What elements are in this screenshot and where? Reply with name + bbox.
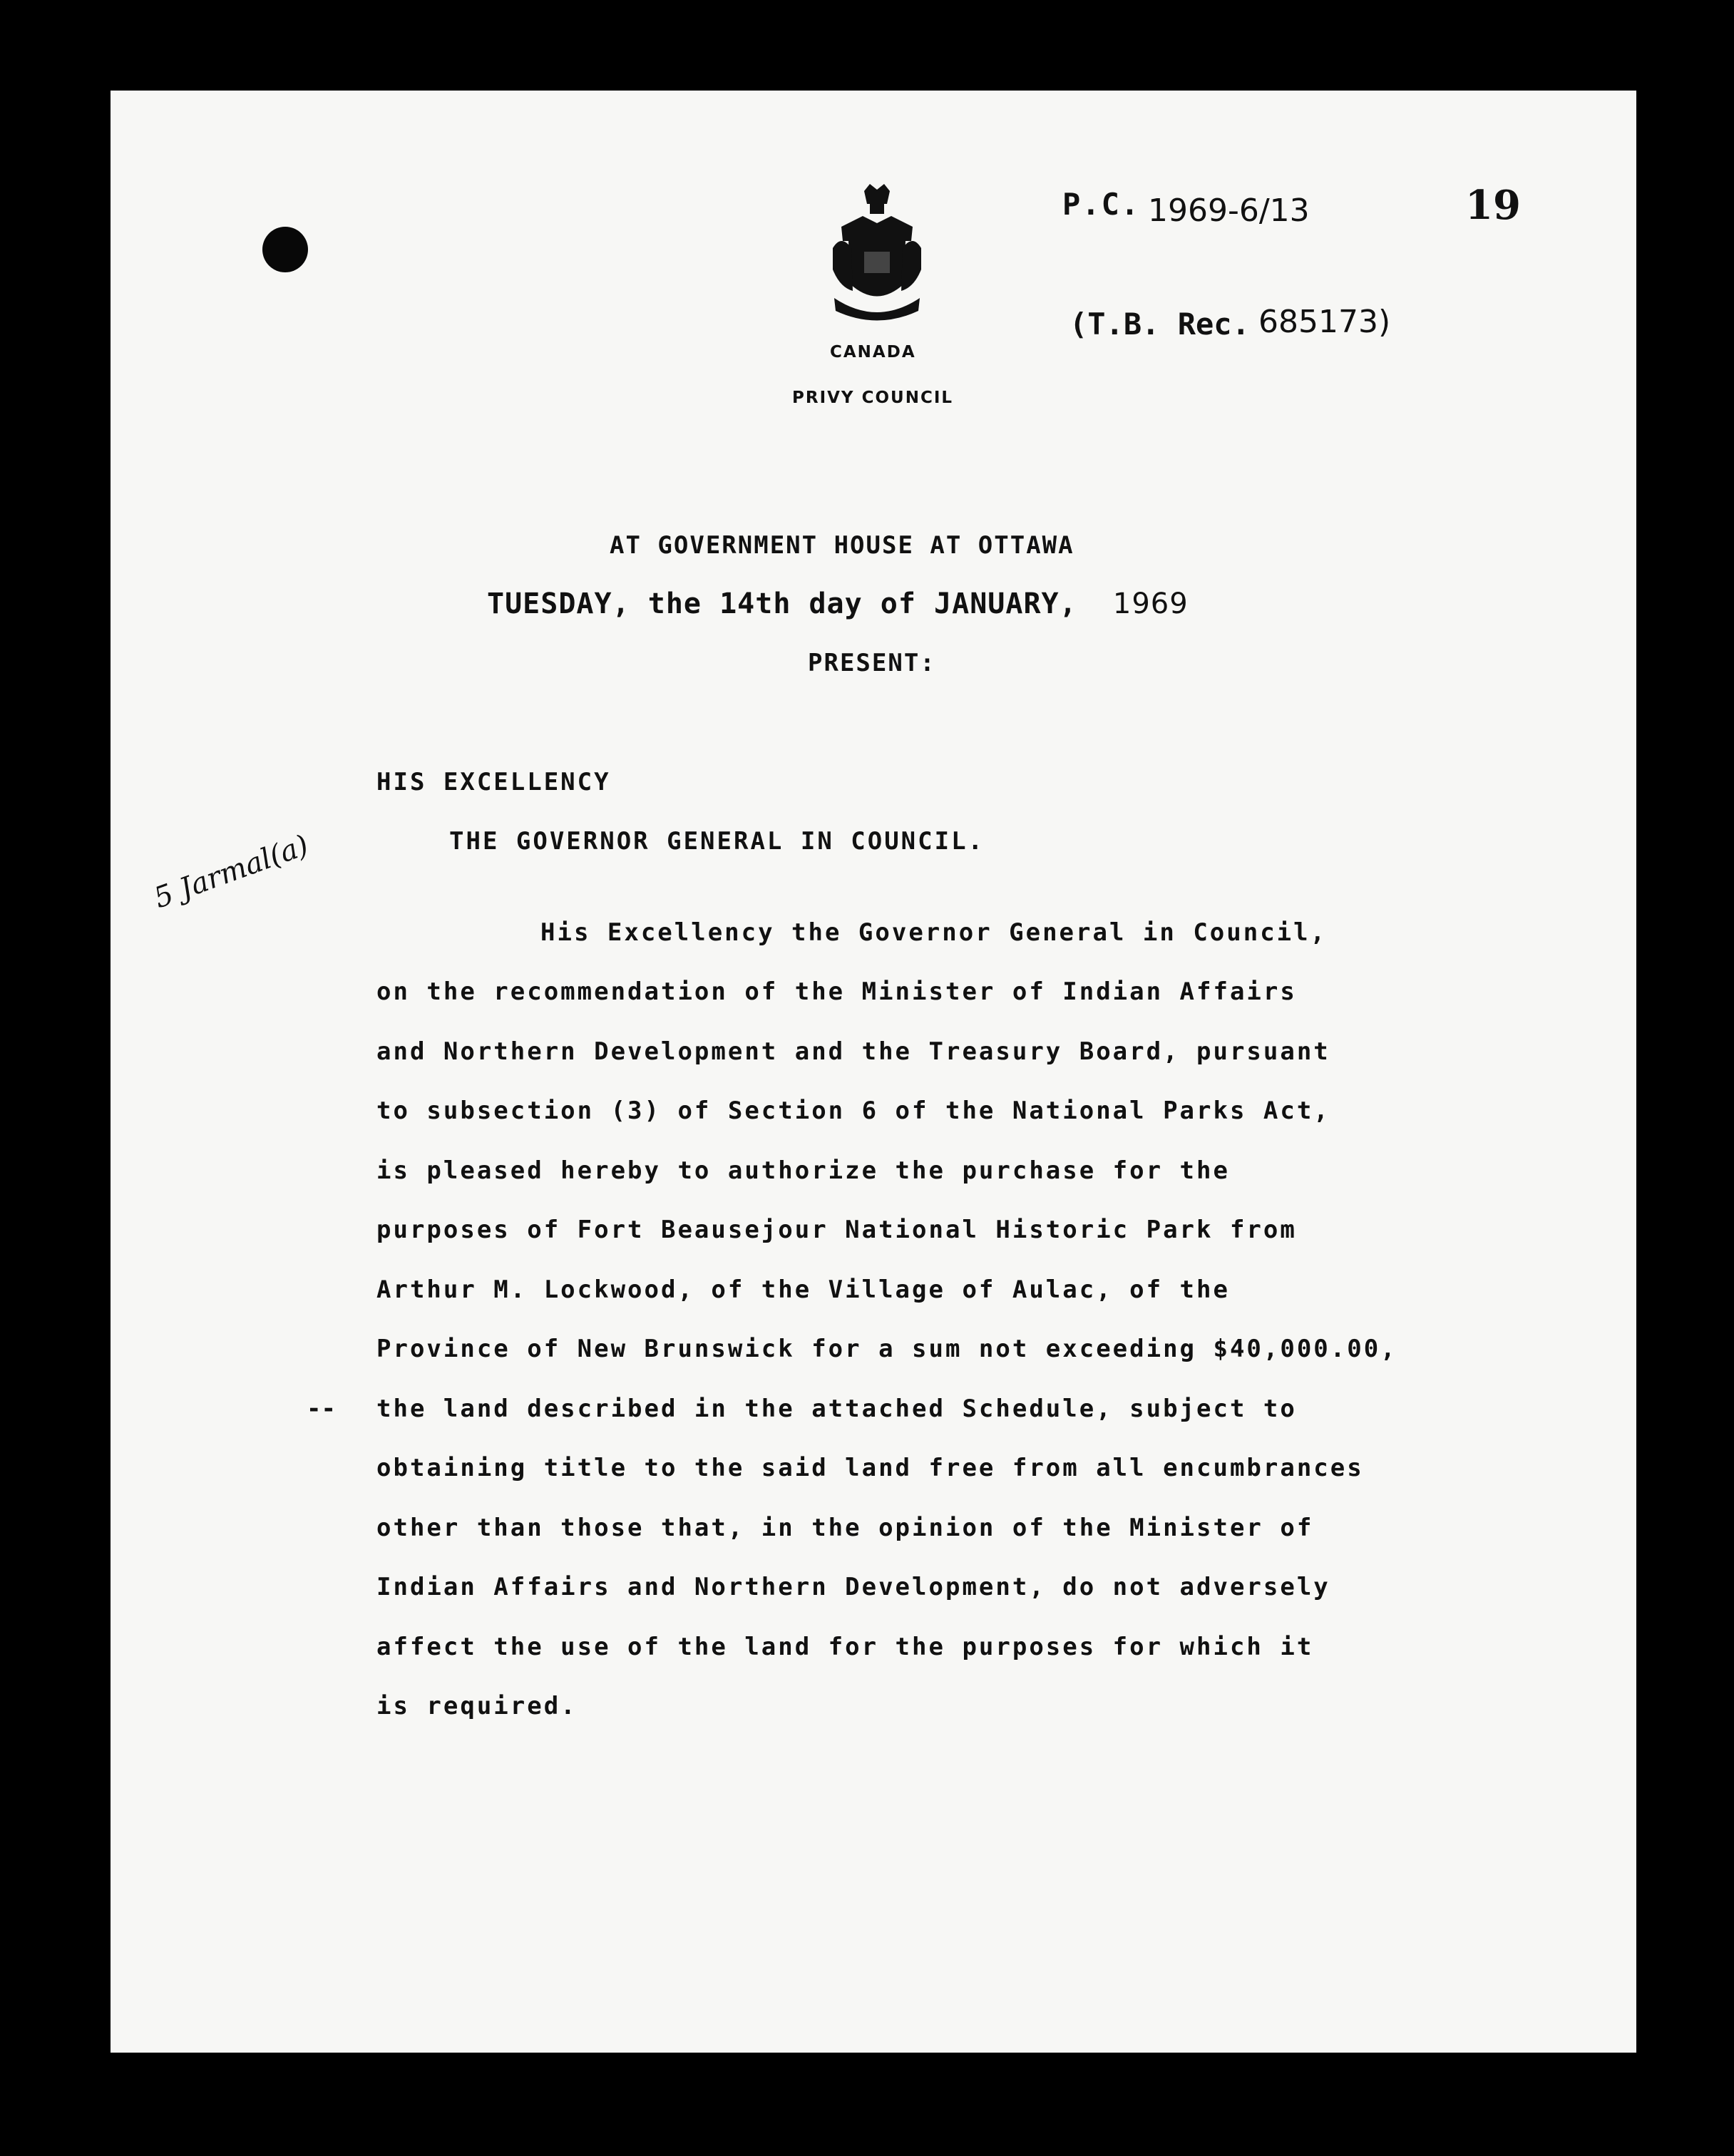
location-line: AT GOVERNMENT HOUSE AT OTTAWA <box>610 531 1074 560</box>
body-line: and Northern Development and the Treasury Board, pursuant <box>376 1037 1330 1066</box>
margin-dash: -- <box>307 1395 336 1423</box>
body-line: the land described in the attached Schedule, subject to <box>376 1395 1297 1423</box>
body-line: on the recommendation of the Minister of Indian Affairs <box>376 977 1297 1006</box>
crest-caption-canada: CANADA <box>830 343 916 361</box>
present-line-1: HIS EXCELLENCY <box>376 768 611 796</box>
date-line <box>487 587 1189 620</box>
body-line: is pleased hereby to authorize the purchase for the <box>376 1156 1230 1185</box>
pc-label: P.C. <box>1062 187 1141 222</box>
present-line-2: THE GOVERNOR GENERAL IN COUNCIL. <box>449 827 985 856</box>
tb-label: (T.B. Rec. <box>1069 307 1250 342</box>
body-line: obtaining title to the said land free from all encumbrances <box>376 1454 1364 1482</box>
present-heading: PRESENT: <box>808 649 936 677</box>
body-line: affect the use of the land for the purposes for which it <box>376 1633 1314 1661</box>
punch-hole <box>262 227 308 272</box>
body-line: Arthur M. Lockwood, of the Village of Aulac, of the <box>376 1275 1230 1304</box>
page-number: 19 <box>1465 182 1521 229</box>
crest-caption-privy-council: PRIVY COUNCIL <box>792 389 954 407</box>
coat-of-arms-icon <box>827 184 927 327</box>
tb-number: 685173) <box>1258 304 1391 340</box>
body-line: to subsection (3) of Section 6 of the National Parks Act, <box>376 1097 1330 1125</box>
date-text: TUESDAY, the 14th day of JANUARY, <box>487 587 1077 620</box>
pc-number: 1969-6/13 <box>1148 192 1310 229</box>
handwritten-margin-note: 5 Jarmal(a) <box>150 828 313 915</box>
body-line: is required. <box>376 1692 578 1720</box>
document-page <box>111 91 1636 2053</box>
body-line: purposes of Fort Beausejour National Historic Park from <box>376 1216 1297 1244</box>
date-year: 1969 <box>1112 587 1189 620</box>
body-line: His Excellency the Governor General in Council, <box>540 918 1328 947</box>
body-line: Province of New Brunswick for a sum not exceeding $40,000.00, <box>376 1335 1397 1363</box>
body-line: Indian Affairs and Northern Development, do not adversely <box>376 1573 1330 1601</box>
body-line: other than those that, in the opinion of the Minister of <box>376 1514 1314 1542</box>
